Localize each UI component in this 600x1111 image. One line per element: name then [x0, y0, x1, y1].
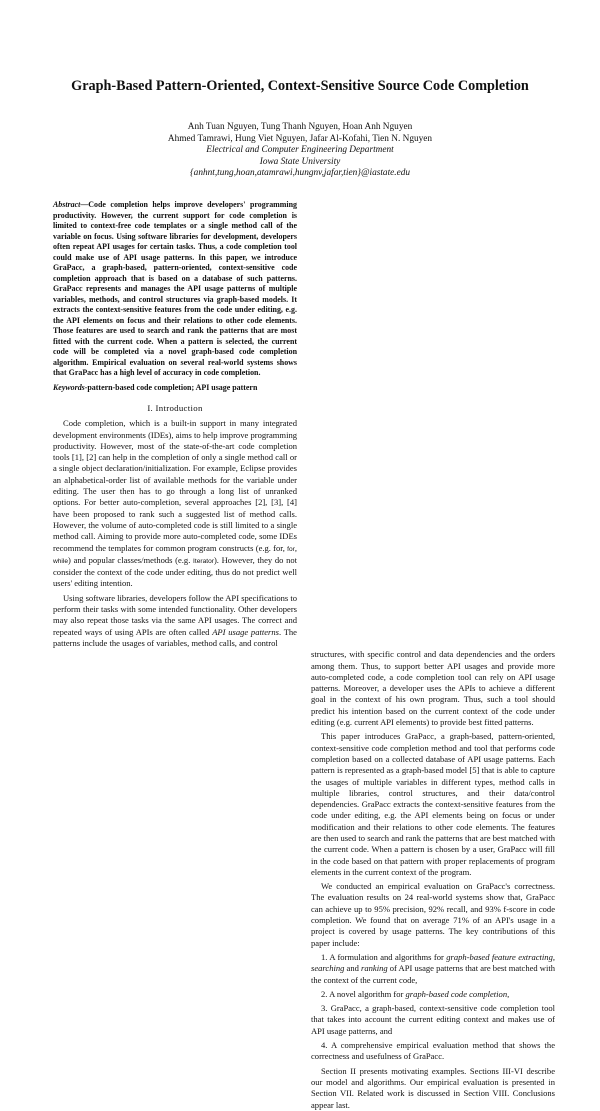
authors-line-2: Ahmed Tamrawi, Hung Viet Nguyen, Jafar Al-Kofahi, Tien N. Nguyen — [167, 133, 433, 144]
abstract-lead: Abstract — [53, 200, 81, 209]
keywords — [53, 383, 297, 394]
code-for: for — [287, 545, 295, 553]
c2-term: graph-based code completion — [405, 988, 508, 999]
section-heading-introduction: I. Introduction — [147, 403, 203, 413]
left-column — [53, 200, 297, 649]
c1-text-b: , — [552, 951, 555, 962]
contribution-3: 3. GraPacc, a graph-based, context-sensitive code completion tool that takes into account the current editing context and makes use of API usage patterns, and — [311, 1003, 555, 1036]
author-emails: {anhnt,tung,hoan,atamrawi,hungnv,jafar,tien}@iastate.edu — [189, 168, 411, 179]
intro-p1-text-a: Code completion, which is a built-in support in many integrated development environments (IDEs), aims to help improve programming productivity. However, most of the state-of-the-art code completion tools [1], [2] can help in the completion of only a single method call or a single object declaration/initialization. For example, Eclipse provides an alphabetical-order list of available methods for the variable under editing. The user then has to go through a long list of unranked options. For better auto-completion, several approaches [2], [3], [4] have been proposed to rank such a suggested list of method calls. However, the volume of auto-completed code is still limited to a single method call. Aiming to provide more auto-completed code, some IDEs recommend the templates for common program constructs (e.g. for, — [53, 418, 297, 553]
right-paragraph-3: Section II presents motivating examples. Sections III-VI describe our model and algorithms. Our empirical evaluation is presented in Section VII. Related work is discussed in Section VIII. Conclusions appear last. — [311, 1065, 555, 1110]
keywords-text: -pattern-based code completion; API usage pattern — [84, 382, 258, 392]
intro-p1-text-c: ) and popular classes/methods (e.g. — [68, 554, 194, 565]
c1-text-d: of API usage patterns that are best matched with the context of the current code, — [311, 963, 556, 985]
intro-p2-text-b: . The patterns include the usages of variables, method calls, and control — [53, 626, 297, 648]
keywords-lead: Keywords — [53, 382, 85, 392]
contribution-2 — [311, 989, 555, 1000]
author-block — [40, 122, 560, 180]
intro-paragraph-1 — [53, 418, 297, 589]
intro-p2-text-a: Using software libraries, developers follow the API specifications to perform their tasks with some intended functionality. Other developers may also repeat those tasks via the same API usages. The correct and repeated ways of using APIs are often called — [53, 592, 297, 637]
abstract-text: —Code completion helps improve developers' programming productivity. However, the current support for code completion is limited to context-free code templates or a single method call of the variable on focus. Using software libraries for development, developers often repeat API usages for certain tasks. Thus, a code completion tool could make use of API usage patterns. In this paper, we introduce GraPacc, a graph-based, pattern-oriented, context-sensitive code completion approach that is based on a database of such patterns. GraPacc represents and manages the API usage patterns of multiple variables, methods, and control structures via graph-based models. It extracts the context-sensitive features from the code under editing, e.g. the API elements on focus and their relations to other code elements. Those features are used to search and rank the patterns that are most fitted with the current code. When a pattern is selected, the current code will be completed via a novel graph-based code completion algorithm. Empirical evaluation on several real-world systems shows that GraPacc has a high level of accuracy in code completion. — [53, 200, 297, 377]
intro-paragraph-2 — [53, 593, 297, 649]
c2-text-b: , — [507, 988, 510, 999]
authors-line-1: Anh Tuan Nguyen, Tung Thanh Nguyen, Hoan Anh Nguyen — [187, 122, 413, 132]
c1-term-1: graph-based feature extracting — [446, 951, 553, 962]
intro-p1-text-d: ). However, they do not consider the context of the code under editing, thus do not predict well users' editing intention. — [53, 554, 297, 589]
right-paragraph-0: structures, with specific control and data dependencies and the orders among them. Thus, to support better API usages and provide more auto-completed code, a code completion tool can rely on API usage patterns. Moreover, a developer uses the APIs to achieve a different goal in the context of his own program. Thus, such a tool should predict his intention based on the current context of the code under editing (e.g. current API elements) to provide best fitted patterns. — [311, 649, 555, 728]
c1-term-3: ranking — [361, 963, 388, 974]
contribution-4: 4. A comprehensive empirical evaluation method that shows the correctness and usefulness of GraPacc. — [311, 1040, 555, 1062]
intro-p1-text-b: , — [294, 542, 297, 553]
paper-title: Graph-Based Pattern-Oriented, Context-Sensitive Source Code Completion — [71, 78, 529, 94]
code-while: while — [53, 557, 69, 565]
department: Electrical and Computer Engineering Department — [206, 145, 394, 156]
api-usage-patterns-term: API usage patterns — [212, 626, 279, 637]
right-paragraph-1: This paper introduces GraPacc, a graph-based, pattern-oriented, context-sensitive code completion method and tool that performs code completion based on a collected database of API usage patterns. Each pattern is represented as a graph-based model [5] that is able to capture the usages of multiple variables in different types, method calls in multiple libraries, control structures, and their data/control dependencies. GraPacc extracts the context-sensitive features from the code under editing, e.g. the API elements being on focus or under modification and their relations to other code elements. The features are then used to search and rank the patterns that are best matched with the current code. When a pattern is chosen by a user, GraPacc will fill in the code based on that pattern with proper replacements of program elements in the current context of the program. — [311, 731, 555, 877]
c1-text-a: 1. A formulation and algorithms for — [321, 951, 447, 962]
code-iterator: Iterator — [193, 557, 214, 565]
abstract — [53, 200, 297, 379]
right-column — [311, 649, 555, 1111]
right-paragraph-2: We conducted an empirical evaluation on GraPacc's correctness. The evaluation results on 24 real-world systems show that, GraPacc can achieve up to 95% precision, 92% recall, and 93% f-score in code completion. We found that on average 71% of an API's usage in a project is covered by usage patterns. The key contributions of this paper include: — [311, 881, 555, 948]
c1-term-2: searching — [311, 963, 345, 974]
university: Iowa State University — [259, 156, 341, 167]
c1-text-c: and — [344, 963, 362, 974]
contribution-1 — [311, 952, 555, 986]
c2-text-a: 2. A novel algorithm for — [321, 988, 406, 999]
